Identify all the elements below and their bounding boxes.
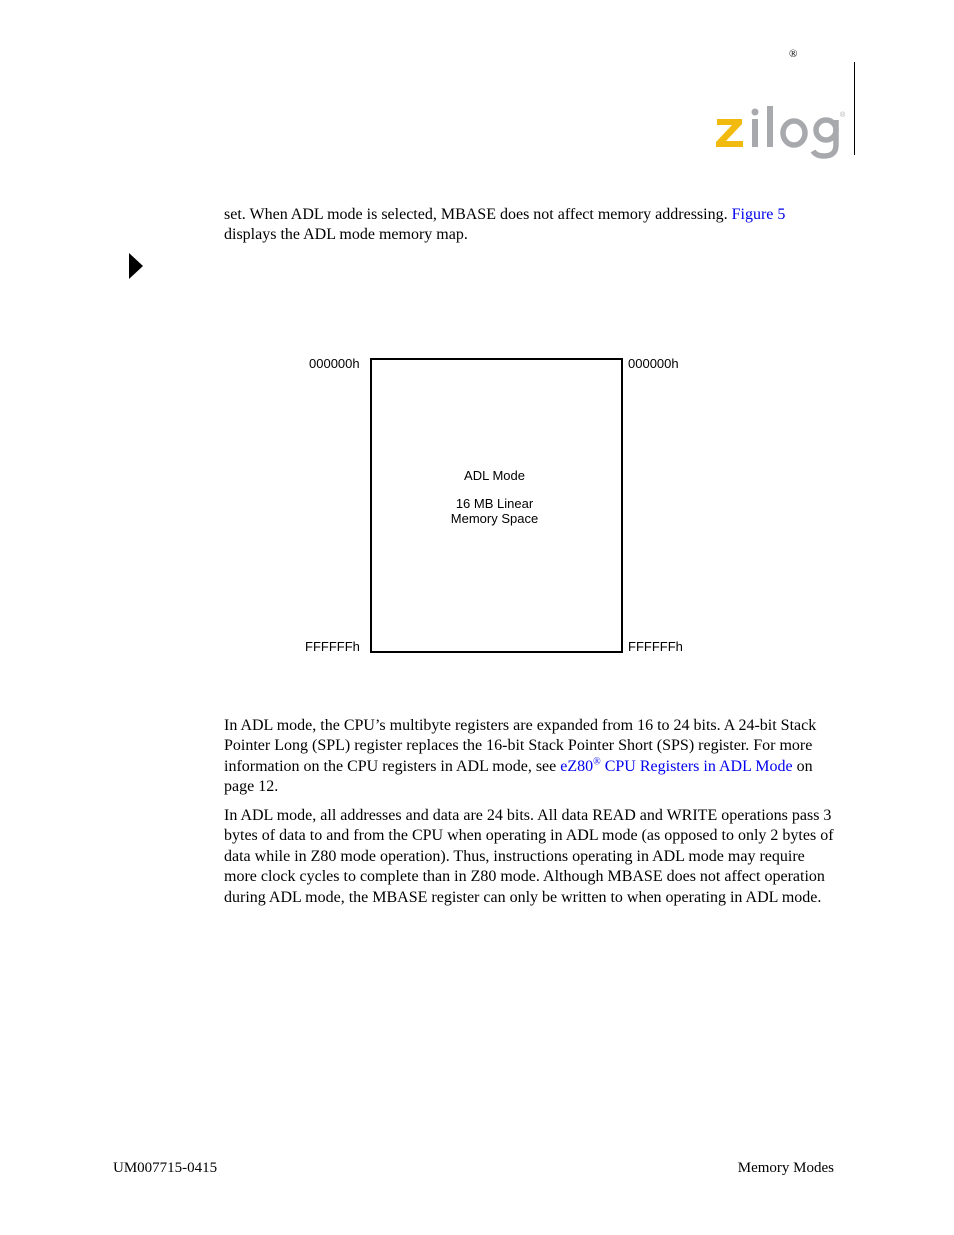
registered-mark: ® (789, 48, 798, 60)
bottom-right-address: FFFFFFh (628, 639, 683, 654)
paragraph-1 (224, 716, 836, 798)
paragraph-1-text: In ADL mode, the CPU’s multibyte registers are expanded from 16 to 24 bits. A 24-bit Stack Pointer Long (SPL) register replaces the 16-bit Stack Pointer Short (SPS) register. For more information on the CPU registers in ADL mode, see (224, 717, 817, 775)
logo-registered-mark: ® (840, 112, 846, 119)
triangle-right-icon (129, 253, 143, 279)
box-line-1: 16 MB Linear (455, 496, 534, 511)
figure-5-link[interactable]: Figure 5 (731, 206, 786, 223)
link-text-1: eZ80 (560, 757, 594, 775)
box-line-2: Memory Space (450, 511, 539, 526)
intro-paragraph (224, 205, 836, 246)
bottom-left-address: FFFFFFh (305, 639, 360, 654)
header-divider (854, 62, 855, 155)
intro-text-2: displays the ADL mode memory map. (224, 226, 468, 244)
box-title: ADL Mode (464, 468, 525, 483)
link-sup: ® (593, 756, 601, 768)
paragraph-2: In ADL mode, all addresses and data are 24 bits. All data READ and WRITE operations pass 3 bytes of data to and from the CPU when operating in ADL mode (as opposed to only 2 bytes of data while in Z80 mode operation). Thus, instructions operating in ADL mode may require more clock cycles to complete than in Z80 mode. Although MBASE does not affect operation during ADL mode, the MBASE register can only be written to when operating in ADL mode. (224, 807, 834, 906)
paragraph-1-end: on page 12. (224, 757, 813, 796)
footer-section: Memory Modes (737, 1160, 834, 1176)
footer-doc-id: UM007715-0415 (113, 1160, 218, 1176)
link-text-2: CPU Registers in ADL Mode (600, 757, 793, 775)
top-left-address: 000000h (309, 356, 360, 371)
intro-text: set. When ADL mode is selected, MBASE does not affect memory addressing. (224, 206, 732, 223)
top-right-address: 000000h (628, 356, 679, 371)
zilog-logo (712, 103, 847, 159)
ez80-cpu-registers-link[interactable] (560, 758, 792, 775)
